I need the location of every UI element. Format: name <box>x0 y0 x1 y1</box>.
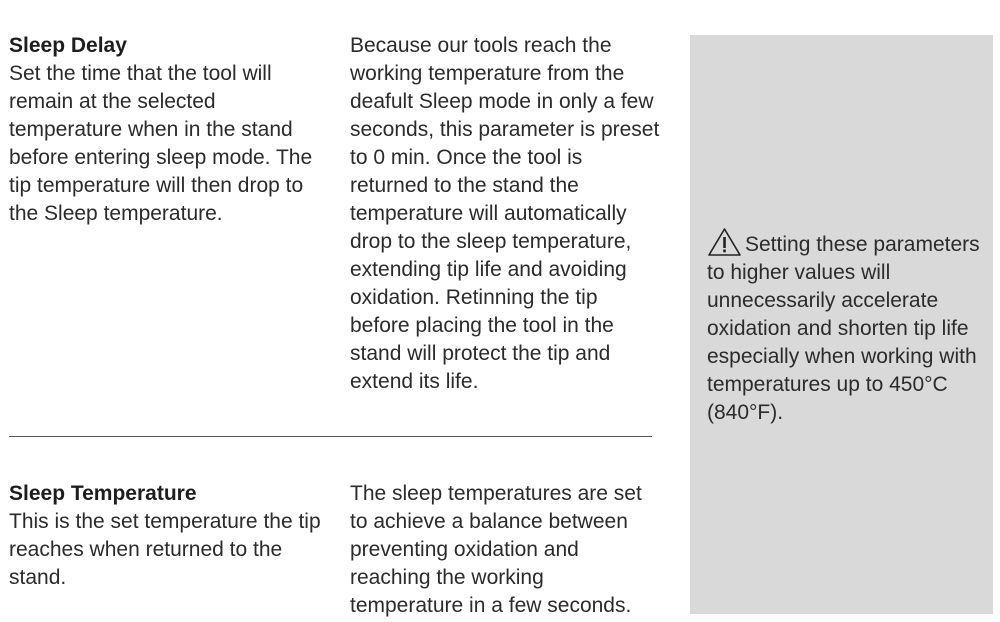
sleep-temperature-section <box>9 480 329 592</box>
sleep-delay-description: Set the time that the tool will remain at the selected temperature when in the stand before entering sleep mode. The tip temperature will then drop to the Sleep temperature. <box>9 62 313 225</box>
section-divider <box>9 436 652 437</box>
sleep-delay-title: Sleep Delay <box>9 34 127 57</box>
warning-note-text: Setting these parameters to higher values will unnecessarily accelerate oxidation and shorten tip life especially when working with temperatures up to 450°C (840°F). <box>707 233 980 424</box>
sleep-delay-detail-column <box>350 32 660 396</box>
sleep-temperature-title: Sleep Temperature <box>9 482 197 505</box>
sleep-temperature-detail: The sleep temperatures are set to achieve a balance between preventing oxidation and reaching the working temperature in a few seconds. <box>350 482 642 617</box>
sleep-delay-detail: Because our tools reach the working temperature from the deafult Sleep mode in only a few seconds, this parameter is preset to 0 min. Once the tool is returned to the stand the temperature will automatically drop to the sleep temperature, extending tip life and avoiding oxidation. Retinning the tip before placing the tool in the stand will protect the tip and extend its life. <box>350 34 660 393</box>
warning-note <box>707 227 992 427</box>
warning-note-panel <box>690 35 993 614</box>
sleep-temperature-description: This is the set temperature the tip reaches when returned to the stand. <box>9 510 321 589</box>
sleep-delay-section <box>9 32 329 228</box>
sleep-temperature-detail-column <box>350 480 660 620</box>
warning-triangle-icon <box>707 227 742 257</box>
